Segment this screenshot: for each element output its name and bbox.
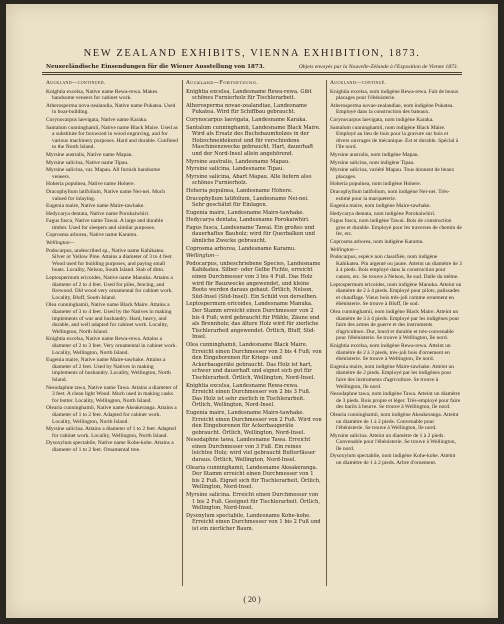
entry-paragraph: Olearia cunninghamii, nom indigène Akeakeranga. Atteint un diamètre de 1 à 2 pieds. Convenable pour l'ébénisterie. Se trouve à Wellington, île nord.	[330, 411, 459, 432]
entry-paragraph: Olearia cunninghamii, Landesname Akeakeranga. Der Stamm erreicht einen Durchmesser von 1 bis 2 Fuß. Eignet sich für Tischlerarbeit. Örtlich, Wellington, Nord-Insel.	[186, 464, 321, 491]
entry-paragraph: Dracophyllum latifolium, Native name Nei-nei. Much valued for inlaying.	[46, 188, 165, 202]
entry-paragraph: Dracophyllum latifolium, nom indigène Nei-nei. Très-estimé pour la marqueterie.	[330, 188, 450, 202]
entry-paragraph: Knightia excelsa, Native name Rewa-rewa. Makes handsome veneers for cabinet work.	[46, 88, 158, 102]
entry-paragraph: Myrsine salicina. Atteint un diamètre de 1 à 2 pieds. Convenable pour l'ébénisterie. Se trouve à Wellington, île nord.	[330, 432, 456, 452]
entry-paragraph: Coprosma arborea, Landesname Karamu.	[186, 245, 296, 252]
entry-paragraph: Eugenia maire, nom indigène Maire-tawhake.	[330, 203, 431, 210]
section-heading: Wellington—	[330, 246, 359, 253]
entry-paragraph: Nesodaphne tawa, nom indigène Tawa. Atteint un diamètre de 3 pieds. Bois propre et léger. Très-employé pour faire des barils à beurre. Se trouve à Wellington, île nord.	[330, 391, 461, 411]
entry-paragraph: Olea cunninghamii, Landesname Black Maire. Erreicht einen Durchmesser von 3 bis 4 Fuß; von den Eingeborenen für Kriegs- und Ackerbaugeräte gebraucht. Das Holz ist hart, schwer und dauerhaft und eignet sich gut für Tischlerarbeit. Örtlich, Wellington, Nord-Insel.	[186, 341, 322, 381]
column-heading: Auckland—continued.	[46, 80, 106, 86]
entry-paragraph: Eugenia maire, Native name Maire-tawhake.	[46, 203, 145, 210]
column-heading: Auckland—continué.	[330, 80, 387, 86]
entry-paragraph: Fagus fusca, nom indigène Tawai. Bois de construction gros et durable. Employé pour les traverses de chemin de fer, etc.	[330, 218, 462, 238]
subtitle-french: Objets envoyés par la Nouvelle-Zélande à l'Exposition de Vienne 1873.	[298, 64, 458, 70]
section-heading: Wellington—	[46, 240, 75, 247]
entry-paragraph: Olea cunninghamii, nom indigène Black Maire. Atteint un diamètre de 3 à 4 pieds. Employé par les indigènes pour faire des armes de guerre et des instruments d'agriculture. Dur, lourd et durable et très-convenable pour l'ébénisterie. Se trouve à Wellington, île nord.	[330, 309, 460, 342]
english-column	[46, 80, 178, 586]
header-rule-double	[42, 74, 462, 75]
column-divider	[326, 80, 327, 586]
entry-paragraph: Hedycarya dentata, Landesname Porokaiwhiri.	[186, 217, 310, 224]
entry-paragraph: Myrsine salicina, nom indigène Tipau.	[330, 159, 415, 166]
entry-paragraph: Dracophyllum latifolium, Landesname Nei-nei. Sehr geschätzt für Einlagen.	[186, 195, 309, 209]
entry-paragraph: Myrsine salicina, var. Mapau. All furnish handsome veneers.	[46, 167, 161, 180]
section-heading: Wellington—	[186, 253, 220, 260]
german-column	[186, 80, 322, 586]
entry-paragraph: Myrsine australis, nom indigène Mapau.	[330, 151, 419, 158]
page-number: ( 20 )	[243, 595, 261, 604]
document-page	[6, 4, 498, 618]
entry-paragraph: Leptospermum ericoides, Landesname Manuka. Der Stamm erreicht einen Durchmesser von 2 bis 4 Fuß; wird gebraucht für Pfähle, Zäune und als Brennholz; das ältere Holz wird für zierliche Tischlerarbeit angewendet. Örtlich, Bluff, Süd-Insel.	[186, 301, 320, 341]
entry-paragraph: Leptospermum ericoides, Native name Manuka. Attains a diameter of 2 to 4 feet. Used for piles, fencing, and firewood. Old wood very ornamental for cabinet work. Locality, Bluff, South Island.	[46, 275, 173, 301]
french-column	[330, 80, 462, 586]
entry-paragraph: Dysoxylum spectabile, Landesname Kohe-kohe. Erreicht einen Durchmesser von 1 bis 2 Fuß und ist ein zierlicher Baum.	[186, 512, 321, 532]
subtitle-german: Neuseeländische Einsendungen für die Wiener Ausstellung von 1873.	[46, 64, 265, 70]
entry-paragraph: Santalum cunninghamii, Native name Black Maire. Used as a substitute for boxwood in wood engraving, and for various machinery purposes. Hard and durable. Confined to the North Island.	[46, 124, 178, 151]
column-heading: Auckland—Fortsetzung.	[186, 80, 259, 86]
entry-paragraph: Myrsine australis, Landesname Mapau.	[186, 158, 290, 165]
entry-paragraph: Hoheria populnea, nom indigène Hohere.	[330, 181, 422, 188]
entry-paragraph: Nesodaphne tawa, Native name Tawa. Attains a diameter of 3 feet. A clean light Wood. Much used in making casks for butter. Locality, Wellington, North Island.	[46, 384, 178, 404]
entry-paragraph: Eugenia maire, Landesname Maire-tawhake.	[186, 209, 305, 216]
entry-paragraph: Dysoxylum spectabile, Native name Kohe-kohe. Attains a diameter of 1 to 2 feet. Ornamental tree.	[46, 440, 174, 453]
entry-paragraph: Podocarpus, unbeschriebene Species, Landesname Kahikatea. Silber- oder Gelbe Fichte, erreicht einen Durchmesser von 3 bis 4 Fuß. Das Holz wird für Bauzwecke angewendet, und kleine Boote werden daraus gebaut. Örtlich, Nelson, Süd-Insel (Süd-Insel). Ein Schild von derselben.	[186, 260, 321, 300]
entry-paragraph: Hoheria populnea, Landesname Hohere.	[186, 187, 293, 194]
page-title: NEW ZEALAND EXHIBITS, VIENNA EXHIBITION, 1873.	[83, 48, 421, 59]
entry-paragraph: Dysoxylum spectabile, nom indigène Kohe-kohe. Atteint un diamètre de 1 à 2 pieds. Arbre d'ornement.	[330, 453, 456, 467]
entry-paragraph: Nesodaphne tawa, Landesname Tawa. Erreicht einen Durchmesser von 3 Fuß. Ein reines leichtes Holz; wird viel gebraucht Butterfässer daraus. Örtlich, Wellington, Nord-Insel.	[186, 437, 316, 464]
entry-paragraph: Myrsine salicina, variété Mapau. Tous donnent de beaux placages.	[330, 167, 455, 180]
entry-paragraph: Olea cunninghamii, Native name Black Maire. Attains a diameter of 3 to 4 feet. Used by the Natives in making implements of war and husbandry. Hard, heavy, and durable, and well adapted for cabinet work. Locality, Wellington, North Island.	[46, 302, 172, 335]
header-rule	[42, 72, 462, 73]
entry-paragraph: Myrsine salicina. Erreicht einen Durchmesser von 1 bis 2 Fuß. Geeignet für Tischlerarbeit. Örtlich, Wellington, Nord-Insel.	[186, 492, 320, 512]
entry-paragraph: Santalum cunninghamii, Landesname Black Maire. Wird als Ersatz des Buchsbaumholzes in der Holzschneidekunst und für verschiedene Maschinenzwecke gebraucht. Hart, dauerhaft und der Nord-Insel allein angehörend.	[186, 124, 321, 157]
entry-paragraph: Knightia excelsa, Landesname Rewa-rewa. Gibt schönes Furnierholz für Tischlerarbeit.	[186, 88, 312, 102]
entry-paragraph: Atherosperma nova-zealandia, Native name Pukatea. Used in boat-building.	[46, 102, 176, 116]
entry-list	[46, 248, 178, 454]
entry-list	[186, 261, 322, 533]
entry-paragraph: Fagus fusca, Landesname Tawai. Ein großes und dauerhaftes Bauholz; wird für Querbalken und ähnliche Zwecke gebraucht.	[186, 224, 315, 245]
entry-paragraph: Coprosma arborea, Native name Karamu.	[46, 232, 138, 239]
entry-paragraph: Podocarpus, espèce non classifiée, nom indigène Kahikatea. Pin argenté ou jaune. Atteint un diamètre de 3 à 4 pieds. Bois employé dans la construction pour canots, etc. Se trouve à Nelson, île sud. Dalle du même.	[330, 254, 462, 281]
entry-paragraph: Knightia excelsa, Native name Rewa-rewa. Attains a diameter of 2 to 3 feet. Very ornamental in cabinet work. Locality, Wellington, North Island.	[46, 336, 177, 356]
entry-paragraph: Corynocarpus laevigata, nom indigène Karaka.	[330, 116, 434, 123]
entry-paragraph: Hoheria populnea, Native name Hohere.	[46, 181, 135, 188]
entry-paragraph: Knightia excelsa, nom indigène Rewa-rewa. Atteint un diamètre de 2 à 3 pieds, très-joli bois d'ornement en ébénisterie. Se trouve à Wellington, île nord.	[330, 342, 451, 363]
entry-paragraph: Myrsine australis, Native name Mapau.	[46, 151, 133, 158]
entry-paragraph: Coprosma arborea, nom indigène Karamu.	[330, 239, 424, 246]
entry-list	[330, 254, 462, 466]
entry-paragraph: Santalum cunninghamii, nom indigène Black Maire. Employé au lieu de buis pour la gravure sur bois et divers ouvrages de mécanique. Est et durable. Spécial à l'île nord.	[330, 124, 459, 151]
entry-list	[46, 89, 178, 239]
entry-paragraph: Myrsine salicina. Attains a diameter of 1 to 2 feet. Adapted for cabinet work. Locality, Wellington, North Island.	[46, 426, 176, 439]
entry-paragraph: Myrsine salicina, Landesname Tipau.	[186, 166, 284, 173]
entry-paragraph: Corynocarpus laevigata, Native name Karaka.	[46, 116, 148, 123]
entry-paragraph: Atherosperma novae-zealandiae, nom indigène Pukatea. Employé dans la construction des bateaux.	[330, 102, 454, 116]
entry-paragraph: Knightia excelsa, Landesname Rewa-rewa. Erreicht einen Durchmesser von 2 bis 3 Fuß. Das Holz ist sehr zierlich in Tischlerarbeit. Örtlich, Wellington, Nord-Insel.	[186, 382, 311, 409]
entry-paragraph: Hedycarya dentata, Native name Porokaiwhiri.	[46, 210, 150, 217]
entry-paragraph: Atherosperma novae-zealandiae, Landesname Pukatea. Wird für Schiffbau gebraucht.	[186, 102, 308, 116]
entry-list	[330, 89, 462, 246]
entry-paragraph: Leptospermum ericoides, nom indigène Manuka. Atteint un diamètre de 2 à 4 pieds. Employé pour pilots, palissades et chauffage. Vieux bois très-joli comme ornement en ébénisterie. Se trouve à Bluff, île sud.	[330, 281, 462, 308]
entry-paragraph: Fagus fusca, Native name Tawai. A large and durable timber. Used for sleepers and similar purposes.	[46, 218, 164, 231]
entry-paragraph: Podocarpus, undescribed sp., Native name Kahikatea. Silver or Yellow Pine. Attains a diameter of 3 to 4 feet. Wood used for building purposes, and paying small boats. Locality, Nelson, South Island. Slab of ditto.	[46, 247, 173, 274]
column-divider	[182, 80, 183, 586]
entry-paragraph: Corynocarpus laevigata, Landesname Karaka.	[186, 116, 308, 123]
entry-paragraph: Olearia cunninghamii, Native name Akeakeranga. Attains a diameter of 1 to 2 feet. Adapted for cabinet work. Locality, Wellington, North Island.	[46, 405, 177, 425]
entry-paragraph: Eugenia maire, Native name Maire-tawhake. Attains a diameter of 2 feet. Used by Natives in making implements of husbandry. Locality, Wellington, North Island.	[46, 357, 171, 383]
entry-paragraph: Knightia excelsa, nom indigène Rewa-rewa. Fait de beaux placages pour l'ébénisterie.	[330, 88, 459, 102]
entry-paragraph: Hedycarya dentata, nom indigène Porokaiwhiri.	[330, 210, 436, 217]
entry-list	[186, 89, 322, 253]
entry-paragraph: Eugenia maire, Landesname Maire-tawhake. Erreicht einen Durchmesser von 2 Fuß. Wird von den Eingeborenen für Ackerbaugeräte gebraucht. Örtlich, Wellington, Nord-Insel.	[186, 409, 322, 436]
entry-paragraph: Myrsine salicina, Native name Tipau.	[46, 159, 129, 166]
entry-paragraph: Eugenia maire, nom indigène Maire-tawhake. Atteint un diamètre de 2 pieds. Employé par les indigènes pour faire des instruments d'agriculture. Se trouve à Wellington, île nord.	[330, 363, 455, 390]
entry-paragraph: Myrsine salicina, Abart Mapau. Alle liefern also schönes Furnierholz.	[186, 173, 312, 187]
